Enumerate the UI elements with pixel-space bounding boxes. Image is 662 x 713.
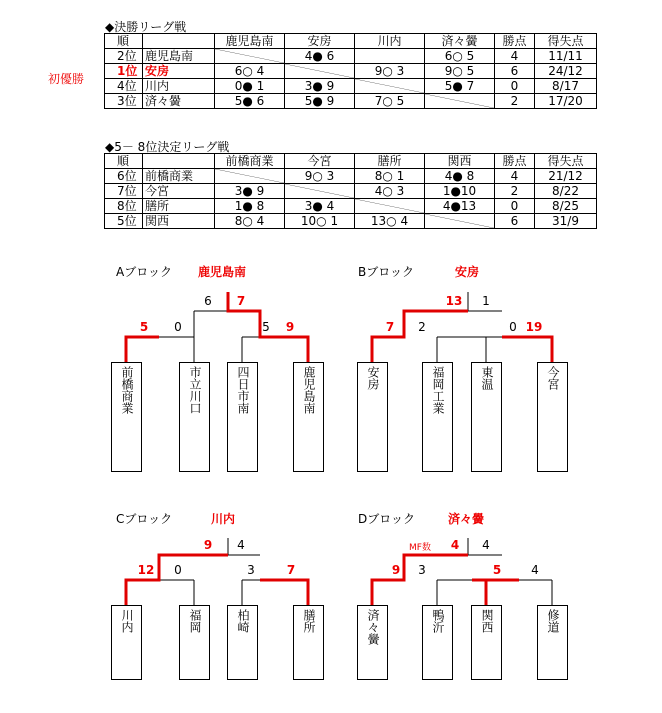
score: 1 — [482, 294, 490, 308]
team-box — [471, 605, 502, 680]
score: 7 — [236, 294, 246, 308]
rank-cell: 1位 — [105, 64, 143, 79]
rank-cell: 6位 — [105, 169, 143, 184]
placement-league-title: ◆5－ 8位決定リーグ戦 — [105, 140, 230, 154]
team-name: 福岡 — [188, 609, 202, 633]
result-cell: 7○ 5 — [355, 94, 425, 109]
result-cell: 4●13 — [425, 199, 495, 214]
score: 4 — [482, 538, 490, 552]
team-box — [179, 605, 210, 680]
block-d-label: Dブロック — [358, 512, 416, 526]
score: 13 — [445, 294, 463, 308]
team-name: 前橋商業 — [120, 366, 134, 414]
rank-cell: 5位 — [105, 214, 143, 229]
score: 9 — [391, 563, 401, 577]
score: 4 — [450, 538, 460, 552]
header-col: 膳所 — [355, 154, 425, 169]
score: 5 — [492, 563, 502, 577]
rank-cell: 2位 — [105, 49, 143, 64]
team-name: 今宮 — [546, 366, 560, 390]
team-name: 膳所 — [302, 609, 316, 633]
header-col: 前橋商業 — [215, 154, 285, 169]
result-cell: 4● 8 — [425, 169, 495, 184]
points-cell: 0 — [495, 199, 535, 214]
team-name: 安房 — [366, 366, 380, 390]
block-b-winner: 安房 — [455, 265, 480, 279]
rank-cell: 7位 — [105, 184, 143, 199]
result-cell: 0● 1 — [215, 79, 285, 94]
rank-cell: 3位 — [105, 94, 143, 109]
score: 9 — [285, 320, 295, 334]
header-rank: 順 — [105, 154, 143, 169]
result-cell: 5● 7 — [425, 79, 495, 94]
team-box — [111, 362, 142, 472]
result-cell: 1●10 — [425, 184, 495, 199]
header-points: 勝点 — [495, 34, 535, 49]
team-box — [111, 605, 142, 680]
points-cell: 4 — [495, 49, 535, 64]
score: 9 — [203, 538, 213, 552]
result-cell: 3● 9 — [285, 79, 355, 94]
score: 3 — [418, 563, 426, 577]
team-cell: 川内 — [143, 79, 215, 94]
team-name: 四日市南 — [236, 366, 250, 414]
result-cell: 9○ 3 — [285, 169, 355, 184]
result-cell: 13○ 4 — [355, 214, 425, 229]
team-name: 福岡工業 — [431, 366, 445, 414]
result-cell: 9○ 5 — [425, 64, 495, 79]
result-cell: 8○ 4 — [215, 214, 285, 229]
team-box — [422, 362, 453, 472]
result-cell: 3● 4 — [285, 199, 355, 214]
result-cell: 9○ 3 — [355, 64, 425, 79]
goals-cell: 21/12 — [535, 169, 597, 184]
result-cell: 4○ 3 — [355, 184, 425, 199]
result-cell: 10○ 1 — [285, 214, 355, 229]
goals-cell: 8/25 — [535, 199, 597, 214]
first-championship-label: 初優勝 — [48, 72, 85, 86]
team-box — [293, 362, 324, 472]
team-name: 関西 — [480, 609, 494, 633]
points-cell: 6 — [495, 64, 535, 79]
team-box — [293, 605, 324, 680]
team-box — [179, 362, 210, 472]
score: 19 — [525, 320, 543, 334]
header-rank: 順 — [105, 34, 143, 49]
team-box — [227, 605, 258, 680]
score: 0 — [174, 320, 182, 334]
team-name: 鴨沂 — [431, 609, 445, 633]
final-league-title: ◆決勝リーグ戦 — [105, 20, 187, 34]
header-goals: 得失点 — [535, 34, 597, 49]
result-cell: 3● 9 — [215, 184, 285, 199]
score: 2 — [418, 320, 426, 334]
score: 7 — [385, 320, 395, 334]
team-cell: 安房 — [143, 64, 215, 79]
goals-cell: 11/11 — [535, 49, 597, 64]
rank-cell: 8位 — [105, 199, 143, 214]
score: 4 — [237, 538, 245, 552]
points-cell: 0 — [495, 79, 535, 94]
header-col: 鹿児島南 — [215, 34, 285, 49]
result-cell: 6○ 5 — [425, 49, 495, 64]
team-box — [227, 362, 258, 472]
result-cell: 5● 9 — [285, 94, 355, 109]
points-cell: 2 — [495, 94, 535, 109]
team-name: 鹿児島南 — [302, 366, 316, 414]
block-a-label: Aブロック — [116, 265, 172, 279]
team-cell: 今宮 — [143, 184, 215, 199]
header-col: 安房 — [285, 34, 355, 49]
block-c-label: Cブロック — [116, 512, 173, 526]
rank-cell: 4位 — [105, 79, 143, 94]
result-cell: 4● 6 — [285, 49, 355, 64]
team-box — [537, 362, 568, 472]
team-cell: 済々黌 — [143, 94, 215, 109]
result-cell: 8○ 1 — [355, 169, 425, 184]
points-cell: 2 — [495, 184, 535, 199]
score: 7 — [286, 563, 296, 577]
score: 6 — [204, 294, 212, 308]
result-cell: 1● 8 — [215, 199, 285, 214]
result-cell: 5● 6 — [215, 94, 285, 109]
header-col: 関西 — [425, 154, 495, 169]
team-box — [357, 362, 388, 472]
header-col: 済々黌 — [425, 34, 495, 49]
team-name: 柏崎 — [236, 609, 250, 633]
mf-note: MF数 — [409, 543, 431, 553]
team-cell: 関西 — [143, 214, 215, 229]
block-b-label: Bブロック — [358, 265, 414, 279]
team-name: 済々黌 — [366, 609, 380, 645]
score: 5 — [262, 320, 270, 334]
team-name: 東温 — [480, 366, 494, 390]
header-points: 勝点 — [495, 154, 535, 169]
goals-cell: 24/12 — [535, 64, 597, 79]
result-cell: 6○ 4 — [215, 64, 285, 79]
goals-cell: 8/22 — [535, 184, 597, 199]
team-cell: 膳所 — [143, 199, 215, 214]
team-name: 修道 — [546, 609, 560, 633]
team-cell: 鹿児島南 — [143, 49, 215, 64]
team-box — [471, 362, 502, 472]
team-cell: 前橋商業 — [143, 169, 215, 184]
team-name: 川内 — [120, 609, 134, 633]
goals-cell: 8/17 — [535, 79, 597, 94]
score: 0 — [174, 563, 182, 577]
score: 0 — [509, 320, 517, 334]
header-col: 今宮 — [285, 154, 355, 169]
header-goals: 得失点 — [535, 154, 597, 169]
team-box — [537, 605, 568, 680]
header-col: 川内 — [355, 34, 425, 49]
goals-cell: 31/9 — [535, 214, 597, 229]
points-cell: 4 — [495, 169, 535, 184]
team-name: 市立川口 — [188, 366, 202, 414]
team-box — [422, 605, 453, 680]
score: 3 — [247, 563, 255, 577]
block-d-winner: 済々黌 — [448, 512, 485, 526]
score: 12 — [137, 563, 155, 577]
points-cell: 6 — [495, 214, 535, 229]
block-c-winner: 川内 — [211, 512, 236, 526]
team-box — [357, 605, 388, 680]
goals-cell: 17/20 — [535, 94, 597, 109]
block-a-winner: 鹿児島南 — [198, 265, 247, 279]
score: 4 — [531, 563, 539, 577]
score: 5 — [139, 320, 149, 334]
